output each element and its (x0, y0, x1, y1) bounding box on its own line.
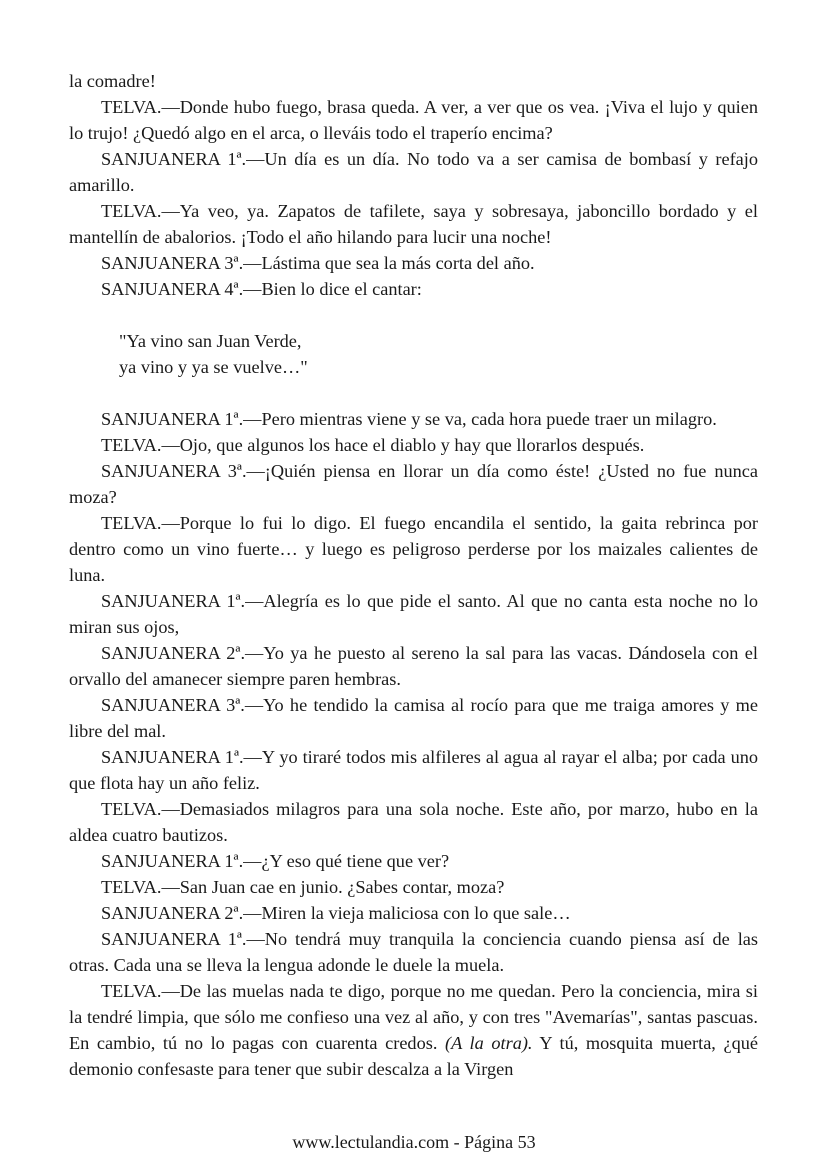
paragraph: TELVA.—Demasiados milagros para una sola noche. Este año, por marzo, hubo en la aldea cuatro bautizos. (69, 799, 758, 845)
paragraph: TELVA.—Donde hubo fuego, brasa queda. A ver, a ver que os vea. ¡Viva el lujo y quien lo trujo! ¿Quedó algo en el arca, o lleváis todo el traperío encima? (69, 97, 758, 143)
verse-line: ya vino y ya se vuelve…" (119, 357, 308, 377)
verse-block (119, 328, 758, 380)
paragraph: SANJUANERA 3ª.—Yo he tendido la camisa al rocío para que me traiga amores y me libre del mal. (69, 695, 758, 741)
verse-line: "Ya vino san Juan Verde, (119, 331, 302, 351)
paragraph: SANJUANERA 1ª.—Y yo tiraré todos mis alfileres al agua al rayar el alba; por cada uno que flota hay un año feliz. (69, 747, 758, 793)
paragraph: SANJUANERA 4ª.—Bien lo dice el cantar: (101, 279, 422, 299)
paragraph: SANJUANERA 1ª.—¿Y eso qué tiene que ver? (101, 851, 450, 871)
paragraph: TELVA.—Ya veo, ya. Zapatos de tafilete, saya y sobresaya, jaboncillo bordado y el mantellín de abalorios. ¡Todo el año hilando para lucir una noche! (69, 201, 758, 247)
paragraph: SANJUANERA 1ª.—Un día es un día. No todo va a ser camisa de bombasí y refajo amarillo. (69, 149, 758, 195)
paragraph: SANJUANERA 1ª.—Alegría es lo que pide el santo. Al que no canta esta noche no lo miran sus ojos, (69, 591, 758, 637)
paragraph: SANJUANERA 2ª.—Miren la vieja maliciosa con lo que sale… (101, 903, 571, 923)
paragraph: SANJUANERA 1ª.—No tendrá muy tranquila la conciencia cuando piensa así de las otras. Cada una se lleva la lengua adonde le duele la muela. (69, 929, 758, 975)
paragraph: SANJUANERA 3ª.—¡Quién piensa en llorar un día como éste! ¿Usted no fue nunca moza? (69, 461, 758, 507)
paragraph: SANJUANERA 1ª.—Pero mientras viene y se va, cada hora puede traer un milagro. (101, 409, 717, 429)
paragraph: TELVA.—San Juan cae en junio. ¿Sabes contar, moza? (101, 877, 505, 897)
page-body (69, 68, 758, 1082)
page-footer: www.lectulandia.com - Página 53 (292, 1132, 536, 1152)
stage-direction: (A la otra). (445, 1033, 533, 1053)
paragraph: la comadre! (69, 71, 156, 91)
paragraph: TELVA.—Porque lo fui lo digo. El fuego encandila el sentido, la gaita rebrinca por dentro como un vino fuerte… y luego es peligroso perderse por los maizales calientes de luna. (69, 513, 758, 585)
paragraph: SANJUANERA 3ª.—Lástima que sea la más corta del año. (101, 253, 535, 273)
text-after-stage-direction: Y tú, mosquita muerta, ¿qué demonio confesaste para tener que subir descalza a la Virgen (69, 1033, 758, 1079)
paragraph: TELVA.—Ojo, que algunos los hace el diablo y hay que llorarlos después. (101, 435, 645, 455)
paragraph: SANJUANERA 2ª.—Yo ya he puesto al sereno la sal para las vacas. Dándosela con el orvallo del amanecer siempre paren hembras. (69, 643, 758, 689)
paragraph-last (69, 978, 758, 1082)
text-before-stage-direction: TELVA.—De las muelas nada te digo, porque no me quedan. Pero la conciencia, mira si la tendré limpia, que sólo me confieso una vez al año, y con tres "Avemarías", santas pascuas. En cambio, tú no lo pagas con cuarenta credos. (69, 981, 758, 1053)
